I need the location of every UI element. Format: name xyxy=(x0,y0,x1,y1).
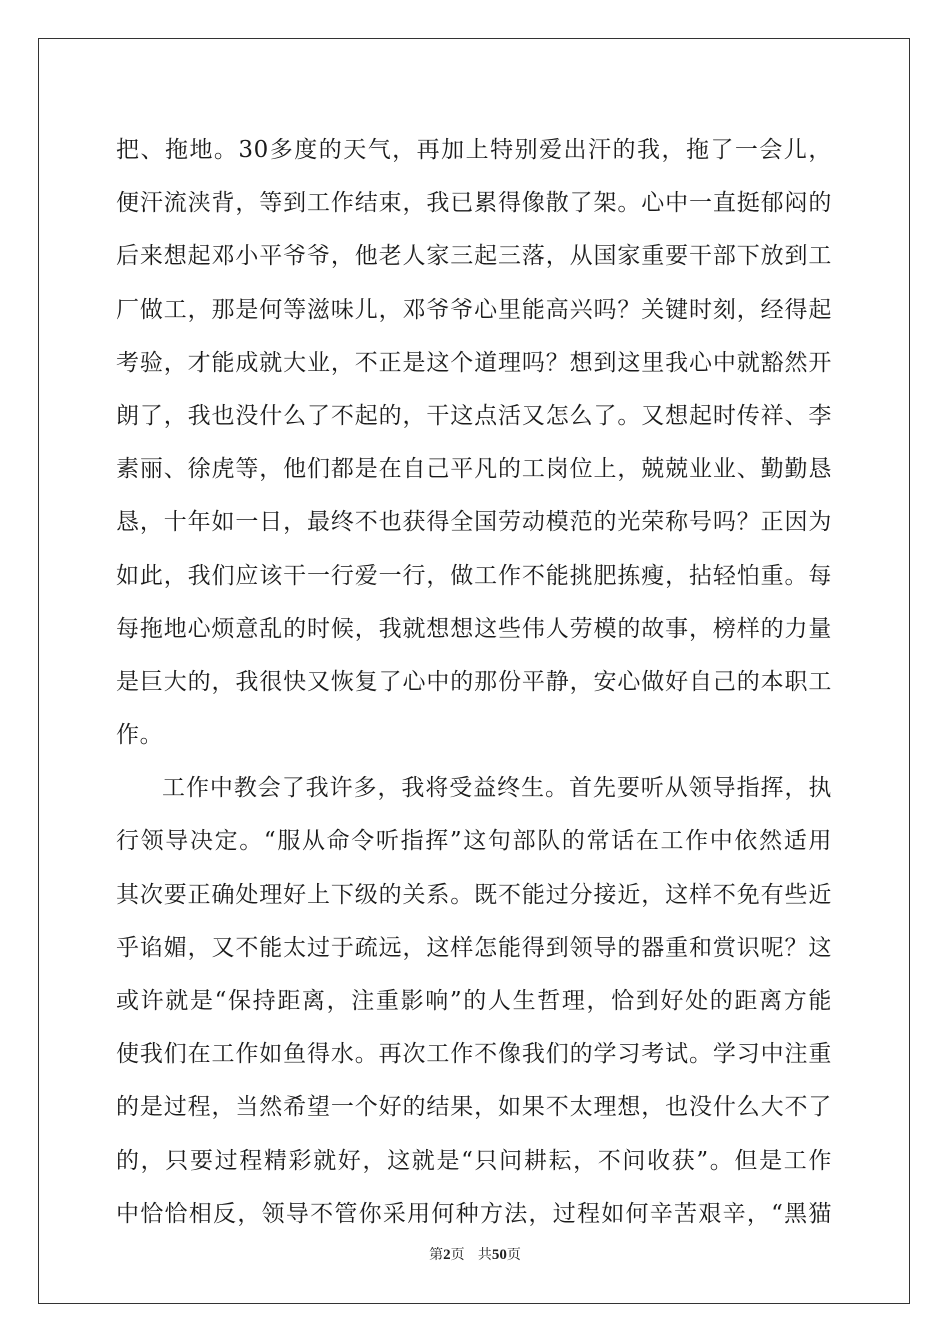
text-line: 后来想起邓小平爷爷，他老人家三起三落，从国家重要干部下放到工 xyxy=(116,243,832,270)
text-line: 每拖地心烦意乱的时候，我就想想这些伟人劳模的故事，榜样的力量 xyxy=(116,615,832,642)
text-line: 是巨大的，我很快又恢复了心中的那份平静，安心做好自己的本职工 xyxy=(116,668,832,695)
page-suffix: 页 xyxy=(450,1247,465,1263)
text-line: 行领导决定。“服从命令听指挥”这句部队的常话在工作中依然适用 xyxy=(116,828,832,855)
text-line: 或许就是“保持距离，注重影响”的人生哲理，恰到好处的距离方能 xyxy=(116,988,832,1014)
total-prefix: 共 xyxy=(477,1247,492,1263)
total-pages: 50 xyxy=(491,1247,507,1263)
text-line: 便汗流浃背，等到工作结束，我已累得像散了架。心中一直挺郁闷的 xyxy=(116,190,832,217)
text-line: 乎谄媚，又不能太过于疏远，这样怎能得到领导的器重和赏识呢？这 xyxy=(116,934,832,961)
total-suffix: 页 xyxy=(506,1247,521,1263)
page-footer xyxy=(0,1244,950,1264)
text-line: 的是过程，当然希望一个好的结果，如果不太理想，也没什么大不了 xyxy=(116,1094,832,1121)
text-line: 的，只要过程精彩就好，这就是“只问耕耘，不问收获”。但是工作 xyxy=(116,1147,832,1174)
text-line: 恳，十年如一日，最终不也获得全国劳动模范的光荣称号吗？正因为 xyxy=(116,509,832,536)
text-line: 使我们在工作如鱼得水。再次工作不像我们的学习考试。学习中注重 xyxy=(116,1041,832,1068)
text-line: 中恰恰相反，领导不管你采用何种方法，过程如何辛苦艰辛，“黑猫 xyxy=(116,1200,832,1227)
page-prefix: 第 xyxy=(429,1247,444,1263)
text-line: 素丽、徐虎等，他们都是在自己平凡的工岗位上，兢兢业业、勤勤恳 xyxy=(116,456,832,483)
text-line: 厂做工，那是何等滋味儿，邓爷爷心里能高兴吗？关键时刻，经得起 xyxy=(116,296,832,323)
text-line: 把、拖地。30多度的天气，再加上特别爱出汗的我，拖了一会儿， xyxy=(116,137,832,163)
page-number: 2 xyxy=(443,1247,451,1263)
text-line: 其次要正确处理好上下级的关系。既不能过分接近，这样不免有些近 xyxy=(116,881,832,908)
document-body xyxy=(116,124,832,1241)
text-line: 作。 xyxy=(116,722,164,749)
text-line-paragraph-start: 工作中教会了我许多，我将受益终生。首先要听从领导指挥，执 xyxy=(162,775,832,802)
text-line: 考验，才能成就大业，不正是这个道理吗？想到这里我心中就豁然开 xyxy=(116,349,832,376)
text-line: 如此，我们应该干一行爱一行，做工作不能挑肥拣瘦，拈轻怕重。每 xyxy=(116,562,832,589)
text-line: 朗了，我也没什么了不起的，干这点活又怎么了。又想起时传祥、李 xyxy=(116,402,832,429)
